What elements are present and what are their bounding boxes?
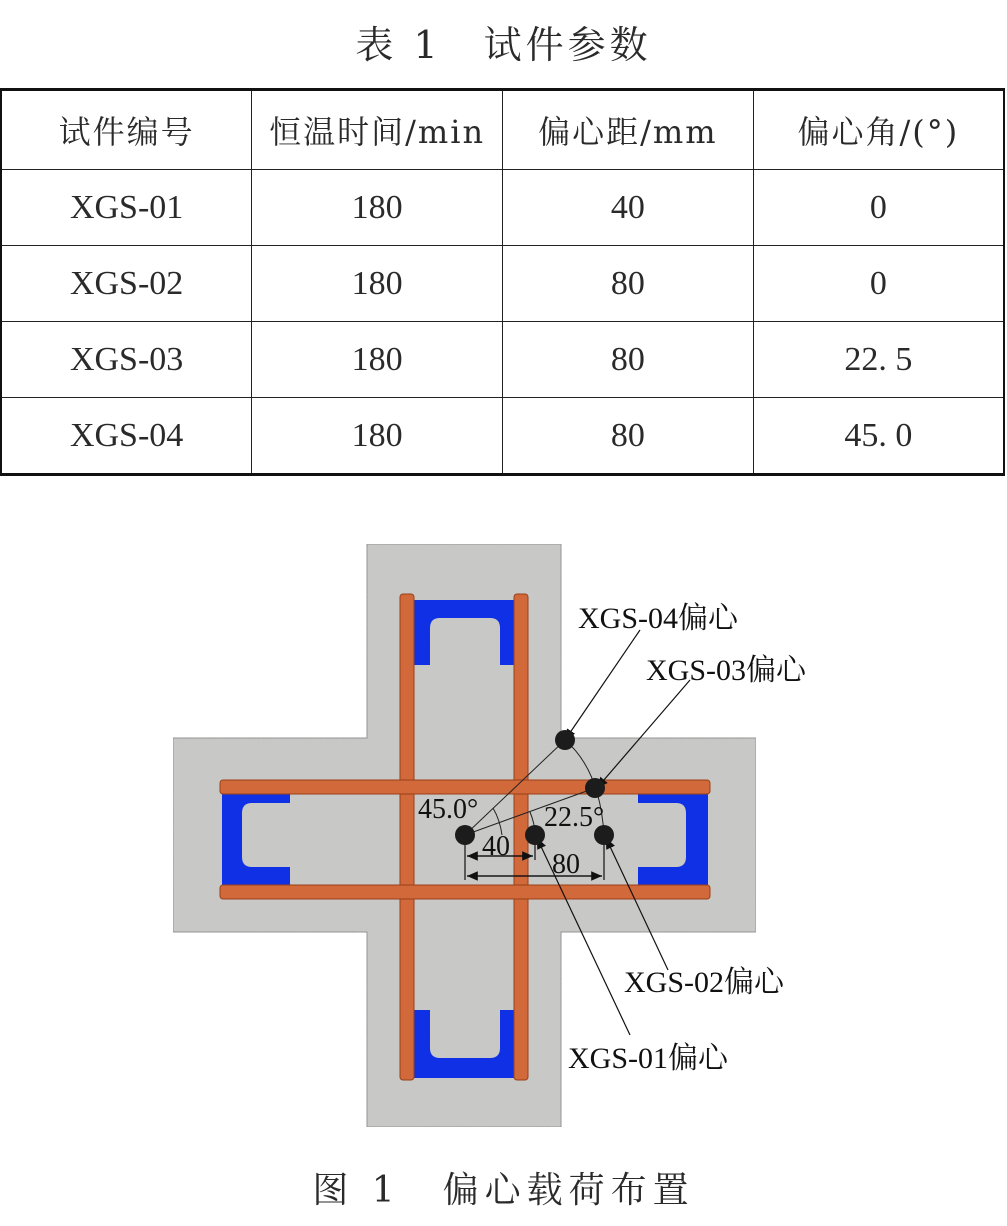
cell-hold-time: 180 bbox=[252, 398, 503, 475]
cell-eccentric-angle: 0 bbox=[753, 246, 1004, 322]
load-point-xgs01 bbox=[525, 825, 545, 845]
cell-eccentric-angle: 45. 0 bbox=[753, 398, 1004, 475]
label-dim-40: 40 bbox=[482, 831, 510, 862]
label-xgs01: XGS-01偏心 bbox=[568, 1042, 729, 1075]
load-layout-figure bbox=[0, 530, 1007, 1150]
header-eccentric-angle: 偏心角/(°) bbox=[753, 90, 1004, 170]
cell-eccentric-angle: 0 bbox=[753, 170, 1004, 246]
cell-eccentric-angle: 22. 5 bbox=[753, 322, 1004, 398]
cell-specimen-id: XGS-01 bbox=[1, 170, 252, 246]
cell-eccentric-distance: 80 bbox=[503, 398, 754, 475]
label-angle-45: 45.0° bbox=[418, 794, 479, 825]
header-specimen-id: 试件编号 bbox=[1, 90, 252, 170]
parameter-table bbox=[0, 88, 1005, 476]
label-xgs04: XGS-04偏心 bbox=[578, 602, 739, 635]
cell-specimen-id: XGS-02 bbox=[1, 246, 252, 322]
label-angle-22-5: 22.5° bbox=[544, 802, 605, 833]
load-point-xgs03 bbox=[585, 778, 605, 798]
cell-hold-time: 180 bbox=[252, 322, 503, 398]
cell-eccentric-distance: 80 bbox=[503, 322, 754, 398]
cell-specimen-id: XGS-04 bbox=[1, 398, 252, 475]
table-row bbox=[1, 170, 1004, 246]
label-dim-80: 80 bbox=[552, 849, 580, 880]
cell-eccentric-distance: 40 bbox=[503, 170, 754, 246]
load-point-xgs04 bbox=[555, 730, 575, 750]
cell-eccentric-distance: 80 bbox=[503, 246, 754, 322]
cell-hold-time: 180 bbox=[252, 246, 503, 322]
label-xgs02: XGS-02偏心 bbox=[624, 966, 785, 999]
cell-hold-time: 180 bbox=[252, 170, 503, 246]
cross-section-diagram bbox=[0, 530, 1007, 1150]
header-eccentric-distance: 偏心距/mm bbox=[503, 90, 754, 170]
label-xgs03: XGS-03偏心 bbox=[646, 654, 807, 687]
table-header-row bbox=[1, 90, 1004, 170]
header-hold-time: 恒温时间/min bbox=[252, 90, 503, 170]
load-point-center bbox=[455, 825, 475, 845]
table-row bbox=[1, 322, 1004, 398]
table-caption: 表 1 试件参数 bbox=[355, 23, 652, 67]
cell-specimen-id: XGS-03 bbox=[1, 322, 252, 398]
table-row bbox=[1, 246, 1004, 322]
figure-caption: 图 1 偏心载荷布置 bbox=[312, 1170, 695, 1211]
table-row bbox=[1, 398, 1004, 475]
